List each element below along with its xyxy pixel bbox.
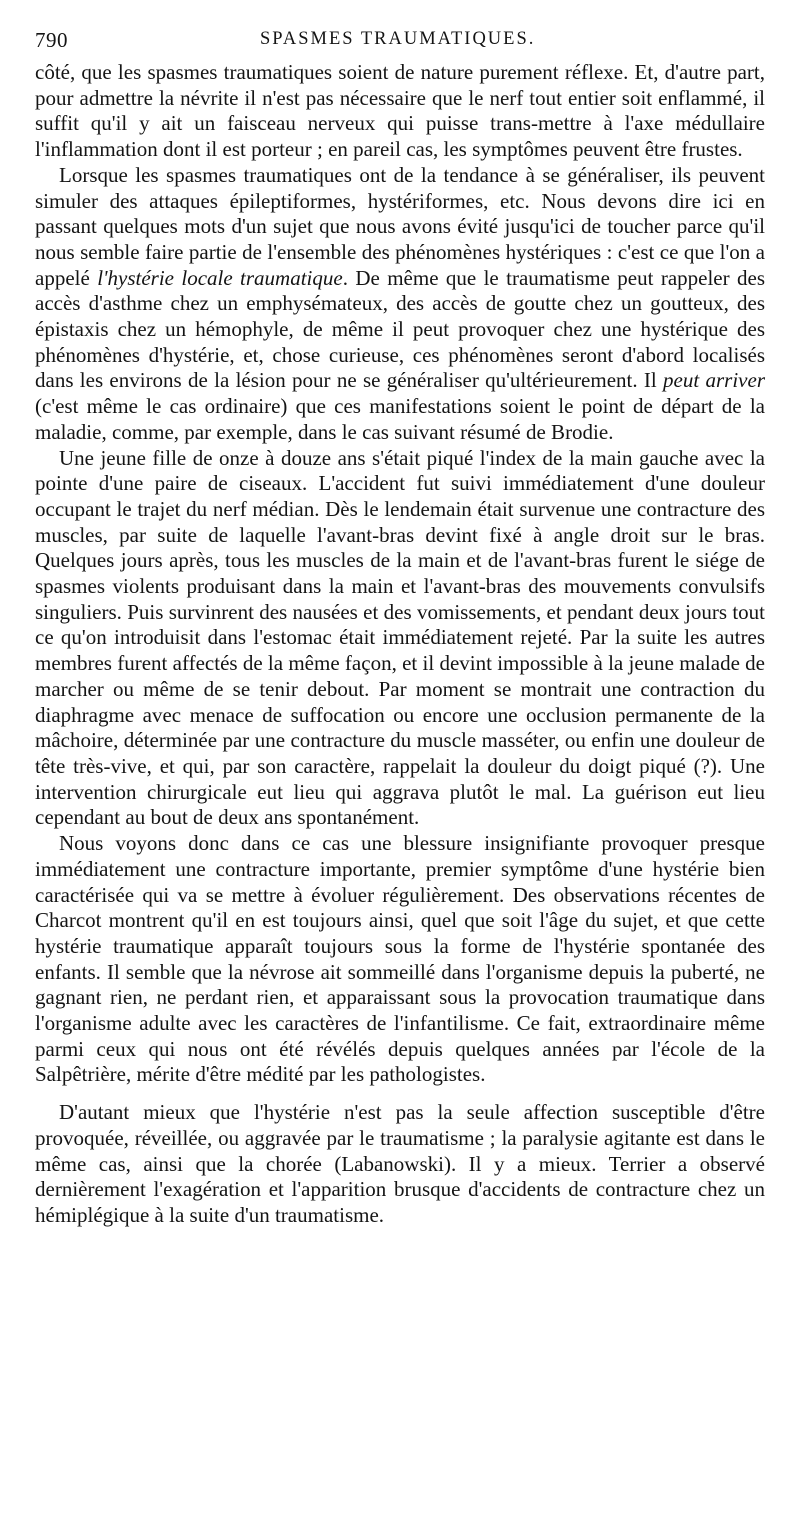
paragraph-2-text-b: . De même que le traumatisme peut rappeler des accès d'asthme chez un emphysémateux, des accès de goutte chez un goutteux, des épistaxis chez un hémophyle, de même il peut provoquer chez une hystérique des phénomènes d'hystérie, et, chose curieuse, ces phénomènes seront d'abord localisés dans les environs de la lésion pour ne se généraliser qu'ultérieurement. Il <box>35 265 765 393</box>
paragraph-3 <box>35 446 765 832</box>
paragraph-4 <box>35 831 765 1088</box>
italic-term-peut-arriver: peut arriver <box>663 368 765 393</box>
paragraph-1 <box>35 60 765 163</box>
running-title: SPASMES TRAUMATIQUES. <box>260 29 536 49</box>
running-head <box>35 28 765 60</box>
paragraph-1-text: côté, que les spasmes traumatiques soient de nature purement réflexe. Et, d'autre part, pour admettre la névrite il n'est pas nécessaire que le nerf tout entier soit enflammé, il suffit qu'il y ait un faisceau nerveux qui puisse trans-mettre à l'axe médullaire l'inflammation dont il est porteur ; en pareil cas, les symptômes peuvent être frustes. <box>35 60 765 162</box>
body-text <box>35 60 765 1229</box>
italic-term-hysterie-locale: l'hystérie locale traumatique <box>97 265 343 290</box>
paragraph-4-text: Nous voyons donc dans ce cas une blessure insignifiante provoquer presque immédiatement une contracture importante, premier symptôme d'une hystérie bien caractérisée qui va se mettre à évoluer régulièrement. Des observations récentes de Charcot montrent qu'il en est toujours ainsi, quel que soit l'âge du sujet, et que cette hystérie traumatique apparaît toujours sous la forme de l'hystérie spontanée des enfants. Il semble que la névrose ait sommeillé dans l'organisme depuis la puberté, ne gagnant rien, ne perdant rien, et apparaissant sous la provocation traumatique dans l'organisme adulte avec les caractères de l'infantilisme. Ce fait, extraordinaire même parmi ceux qui nous ont été révélés depuis quelques années par l'école de la Salpêtrière, mérite d'être médité par les pathologistes. <box>35 831 765 1087</box>
paragraph-2 <box>35 163 765 446</box>
paragraph-5 <box>35 1100 765 1229</box>
book-page <box>35 28 765 1229</box>
paragraph-5-text: D'autant mieux que l'hystérie n'est pas la seule affection susceptible d'être provoquée, réveillée, ou aggravée par le traumatisme ; la paralysie agitante est dans le même cas, ainsi que la chorée (Labanowski). Il y a mieux. Terrier a observé dernièrement l'exagération et l'apparition brusque d'accidents de contracture chez un hémiplégique à la suite d'un traumatisme. <box>35 1100 765 1227</box>
paragraph-2-text-c: (c'est même le cas ordinaire) que ces manifestations soient le point de départ de la maladie, comme, par exemple, dans le cas suivant résumé de Brodie. <box>35 394 765 444</box>
paragraph-2-text-a: Lorsque les spasmes traumatiques ont de la tendance à se généraliser, ils peuvent simuler des attaques épileptiformes, hystériformes, etc. Nous devons dire ici en passant quelques mots d'un sujet que nous avons évité jusqu'ici de toucher parce qu'il nous semble faire partie de l'ensemble des phénomènes hystériques : c'est ce que l'on a appelé <box>35 162 765 290</box>
page-number: 790 <box>35 28 68 52</box>
paragraph-3-text: Une jeune fille de onze à douze ans s'était piqué l'index de la main gauche avec la pointe d'une paire de ciseaux. L'accident fut suivi immédiatement d'une douleur occupant le trajet du nerf médian. Dès le lendemain était survenue une contracture des muscles, par suite de laquelle l'avant-bras devint fixé à angle droit sur le bras. Quelques jours après, tous les muscles de la main et de l'avant-bras furent le siége de spasmes violents produisant dans la main et l'avant-bras des mouvements convulsifs singuliers. Puis survinrent des nausées et des vomissements, et pendant deux jours tout ce qu'on introduisit dans l'estomac était immédiatement rejeté. Par la suite les autres membres furent affectés de la même façon, et il devint impossible à la jeune malade de marcher ou même de se tenir debout. Par moment se montrait une contraction du diaphragme avec menace de suffocation ou encore une occlusion permanente de la mâchoire, déterminée par une contracture du muscle masséter, ou enfin une douleur de tête très-vive, et qui, par son caractère, rappelait la douleur du doigt piqué (?). Une intervention chirurgicale eut lieu qui aggrava plutôt le mal. La guérison eut lieu cependant au bout de deux ans spontanément. <box>35 445 765 830</box>
